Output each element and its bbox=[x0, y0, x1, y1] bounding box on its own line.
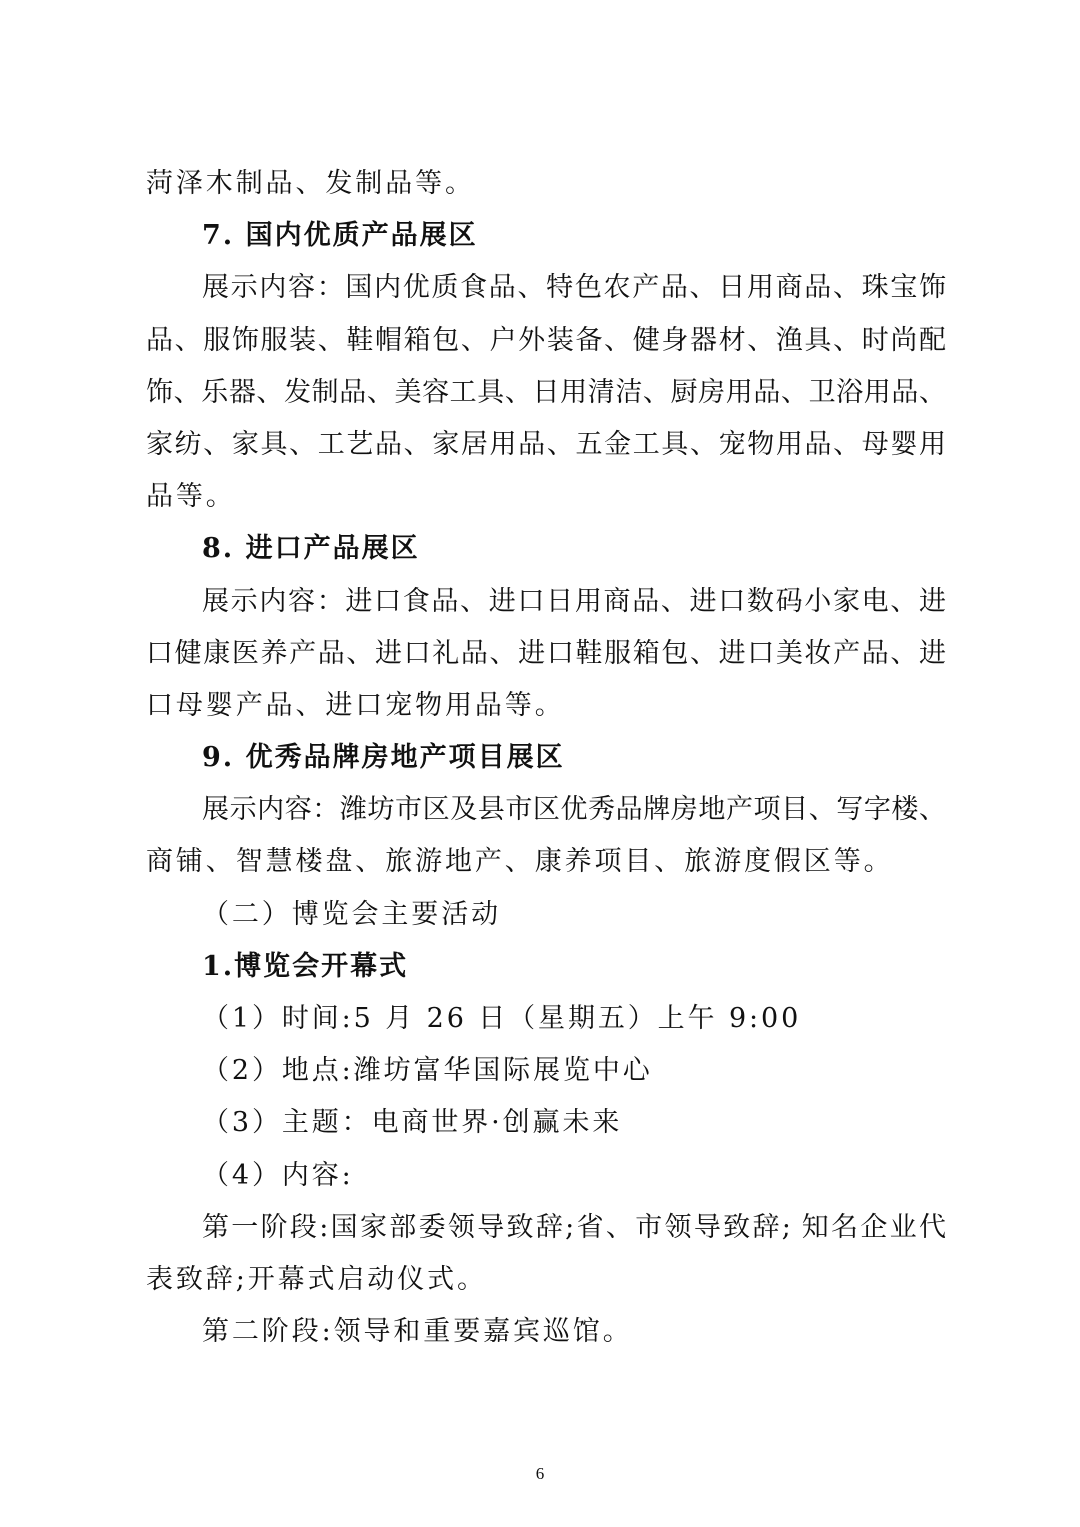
text-line: （4）内容: bbox=[202, 1159, 354, 1191]
text-line: （1）时间:5 月 26 日（星期五）上午 9:00 bbox=[202, 1003, 802, 1034]
text-line: 表致辞;开幕式启动仪式。 bbox=[146, 1263, 487, 1295]
text-line: （2）地点:潍坊富华国际展览中心 bbox=[202, 1055, 653, 1087]
text-line: 第二阶段:领导和重要嘉宾巡馆。 bbox=[202, 1316, 633, 1348]
text-line: （3）主题：电商世界·创赢未来 bbox=[202, 1107, 623, 1139]
text-line: 菏泽木制品、发制品等。 bbox=[146, 168, 475, 199]
text-line: 口健康医养产品、进口礼品、进口鞋服箱包、进口美妆产品、进 bbox=[146, 637, 946, 669]
text-line: 家纺、家具、工艺品、家居用品、五金工具、宠物用品、母婴用 bbox=[146, 428, 946, 460]
text-line: 展示内容：国内优质食品、特色农产品、日用商品、珠宝饰 bbox=[202, 272, 946, 304]
subsection-heading: （二）博览会主要活动 bbox=[202, 898, 501, 930]
text-line: 品、服饰服装、鞋帽箱包、户外装备、健身器材、渔具、时尚配 bbox=[146, 324, 946, 356]
page-number: 6 bbox=[535, 1464, 545, 1483]
section-heading: 9. 优秀品牌房地产项目展区 bbox=[202, 742, 565, 774]
text-line: 口母婴产品、进口宠物用品等。 bbox=[146, 689, 565, 721]
section-heading: 7. 国内优质产品展区 bbox=[202, 220, 478, 252]
text-line: 展示内容：进口食品、进口日用商品、进口数码小家电、进 bbox=[202, 585, 946, 617]
text-line: 商铺、智慧楼盘、旅游地产、康养项目、旅游度假区等。 bbox=[146, 846, 894, 878]
section-heading: 1.博览会开幕式 bbox=[202, 950, 409, 982]
text-line: 品等。 bbox=[146, 481, 236, 513]
text-line: 饰、乐器、发制品、美容工具、日用清洁、厨房用品、卫浴用品、 bbox=[146, 376, 946, 408]
text-line: 第一阶段:国家部委领导致辞;省、市领导致辞; 知名企业代 bbox=[202, 1211, 946, 1243]
section-heading: 8. 进口产品展区 bbox=[202, 533, 420, 565]
text-line: 展示内容：潍坊市区及县市区优秀品牌房地产项目、写字楼、 bbox=[202, 794, 946, 826]
body-text bbox=[146, 158, 946, 1358]
